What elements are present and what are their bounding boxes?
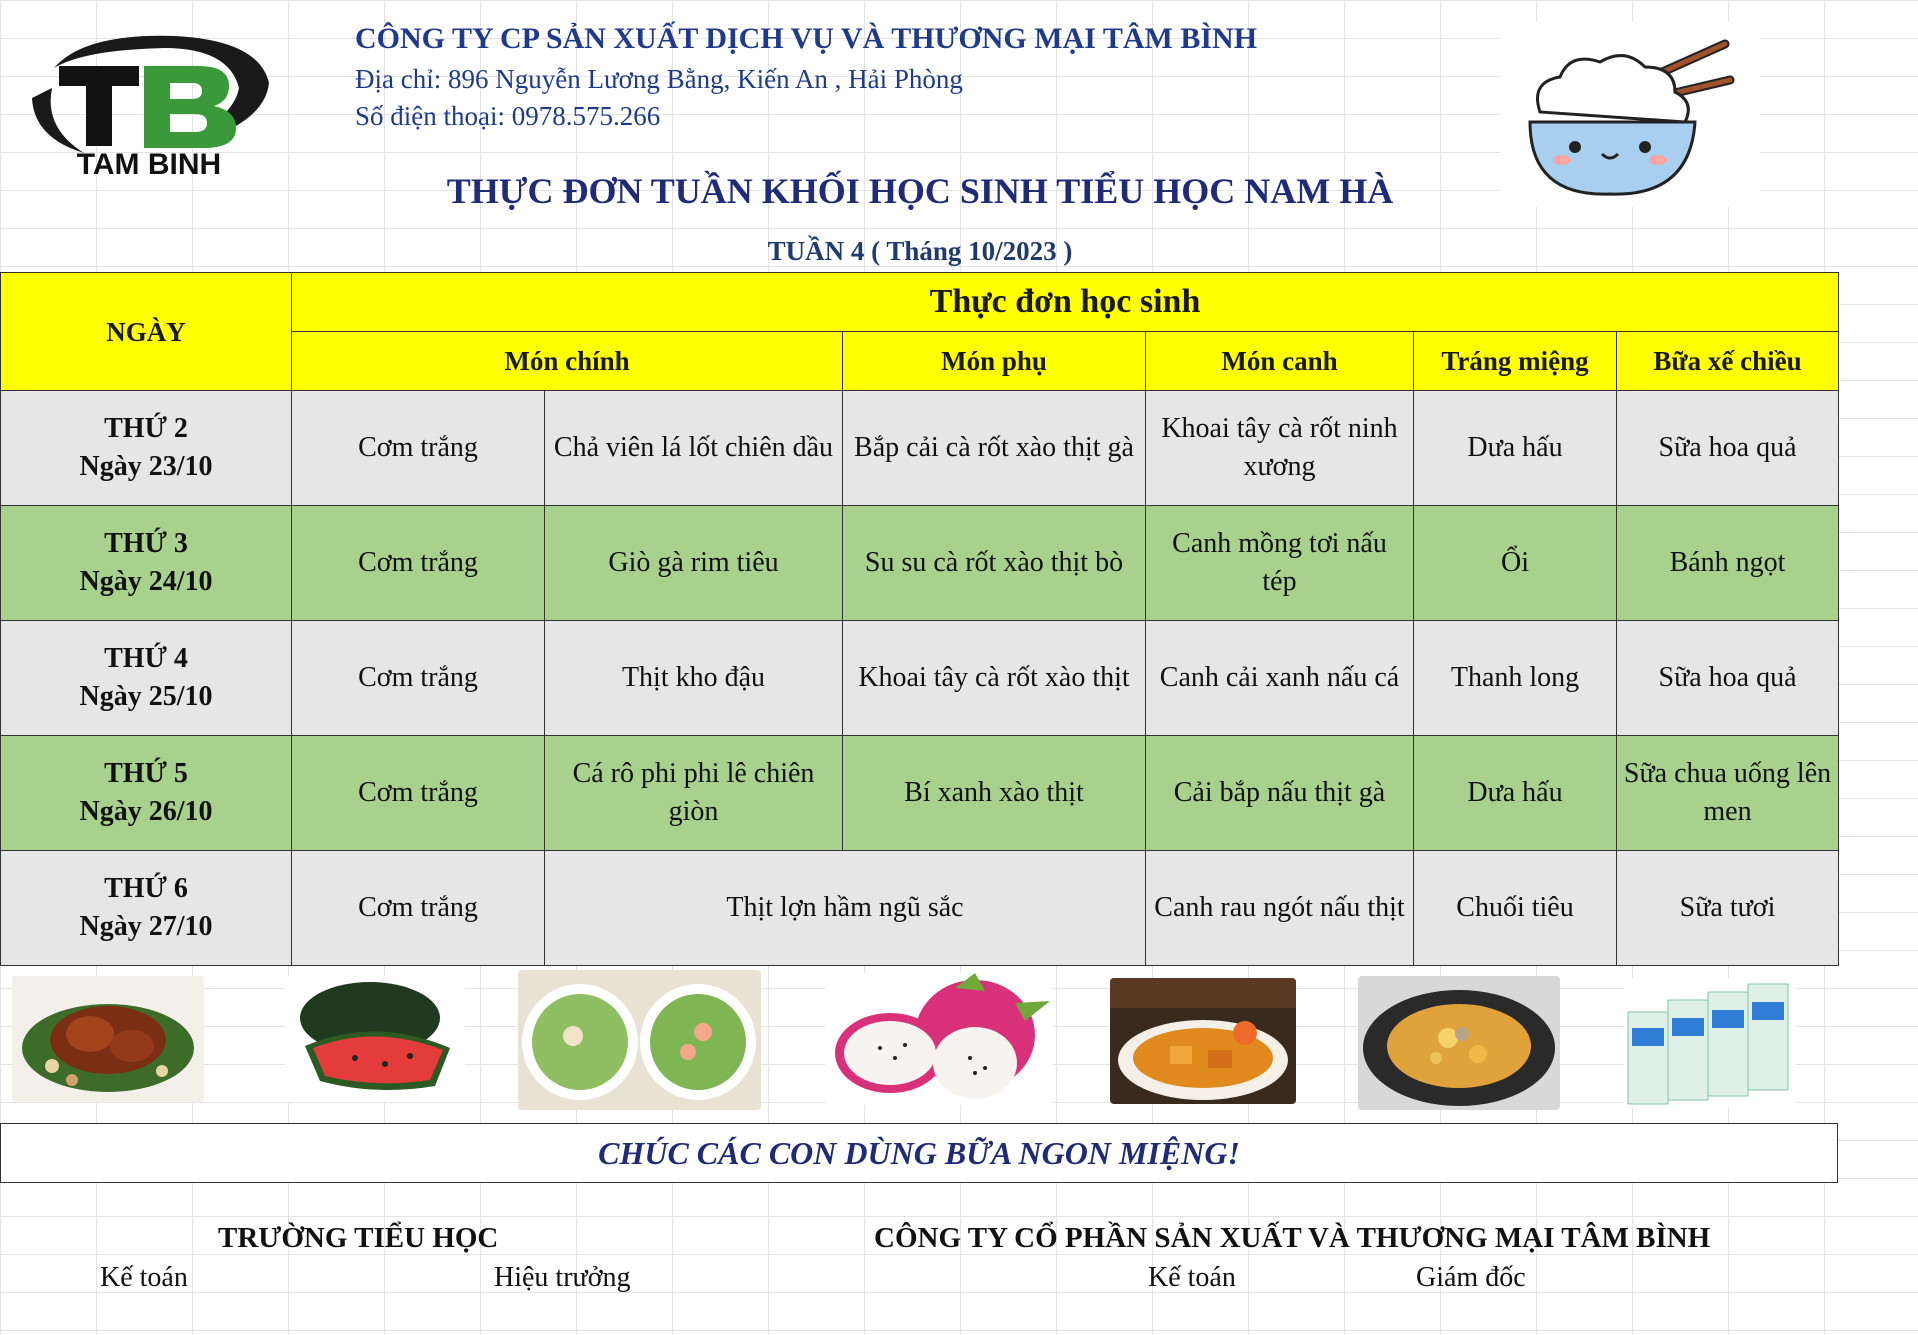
dessert-cell: Ổi: [1414, 506, 1617, 621]
pumpkin-soup-photo: [1358, 976, 1560, 1110]
side-dish-cell: Khoai tây cà rốt xào thịt: [843, 621, 1146, 736]
principal-label: Hiệu trưởng: [494, 1262, 631, 1293]
logo-text: TAM BINH: [76, 148, 222, 178]
rice-cell: Cơm trắng: [292, 506, 545, 621]
company-address: Địa chỉ: 896 Nguyễn Lương Bằng, Kiến An , Hải Phòng: [355, 64, 963, 94]
side-dish-cell: Bắp cải cà rốt xào thịt gà: [843, 391, 1146, 506]
dessert-cell: Chuối tiêu: [1414, 851, 1617, 966]
company-name: CÔNG TY CP SẢN XUẤT DỊCH VỤ VÀ THƯƠNG MẠI TÂM BÌNH: [355, 22, 1258, 55]
dessert-cell: Dưa hấu: [1414, 736, 1617, 851]
table-row: [1, 736, 1839, 851]
vegetable-soup-photo: [518, 970, 761, 1110]
day-cell: THỨ 2 Ngày 23/10: [1, 391, 292, 506]
wish-banner: CHÚC CÁC CON DÙNG BỮA NGON MIỆNG!: [0, 1123, 1838, 1183]
snack-cell: Sữa chua uống lên men: [1617, 736, 1839, 851]
school-accountant-label: Kế toán: [100, 1262, 188, 1293]
dessert-cell: Dưa hấu: [1414, 391, 1617, 506]
col-side-dish: Món phụ: [843, 332, 1146, 391]
tam-binh-logo: [24, 28, 274, 178]
day-header: NGÀY: [1, 273, 292, 391]
main-dish-cell: Giò gà rim tiêu: [545, 506, 843, 621]
menu-header: Thực đơn học sinh: [292, 273, 1839, 332]
soup-cell: Canh rau ngót nấu thịt: [1146, 851, 1414, 966]
milk-cartons-photo: [1624, 978, 1796, 1108]
soup-cell: Cải bắp nấu thịt gà: [1146, 736, 1414, 851]
braised-dish-photo: [1110, 978, 1296, 1104]
school-label: TRƯỜNG TIỂU HỌC: [218, 1222, 499, 1254]
dragon-fruit-photo: [825, 973, 1053, 1105]
day-cell: THỨ 4 Ngày 25/10: [1, 621, 292, 736]
day-cell: THỨ 5 Ngày 26/10: [1, 736, 292, 851]
day-cell: THỨ 6 Ngày 27/10: [1, 851, 292, 966]
table-row: [1, 621, 1839, 736]
soup-cell: Canh cải xanh nấu cá: [1146, 621, 1414, 736]
main-dish-cell: Cá rô phi phi lê chiên giòn: [545, 736, 843, 851]
company-accountant-label: Kế toán: [1148, 1262, 1236, 1293]
soup-cell: Canh mồng tơi nấu tép: [1146, 506, 1414, 621]
main-dish-cell: Chả viên lá lốt chiên dầu: [545, 391, 843, 506]
menu-title: THỰC ĐƠN TUẦN KHỐI HỌC SINH TIỂU HỌC NAM HÀ: [446, 171, 1394, 211]
table-row: [1, 851, 1839, 966]
col-dessert: Tráng miệng: [1414, 332, 1617, 391]
rice-cell: Cơm trắng: [292, 391, 545, 506]
side-dish-cell: Bí xanh xào thịt: [843, 736, 1146, 851]
food-photo-strip: [0, 968, 1840, 1118]
rice-cell: Cơm trắng: [292, 621, 545, 736]
snack-cell: Bánh ngọt: [1617, 506, 1839, 621]
braised-pork-photo: [12, 976, 204, 1102]
snack-cell: Sữa hoa quả: [1617, 621, 1839, 736]
soup-cell: Khoai tây cà rốt ninh xương: [1146, 391, 1414, 506]
col-afternoon-snack: Bữa xế chiều: [1617, 332, 1839, 391]
weekly-menu-table: [0, 272, 1839, 966]
watermelon-photo: [285, 976, 465, 1102]
week-label: TUẦN 4 ( Tháng 10/2023 ): [767, 236, 1073, 266]
dessert-cell: Thanh long: [1414, 621, 1617, 736]
snack-cell: Sữa hoa quả: [1617, 391, 1839, 506]
snack-cell: Sữa tươi: [1617, 851, 1839, 966]
col-main-dish: Món chính: [292, 332, 843, 391]
col-soup: Món canh: [1146, 332, 1414, 391]
company-signature-label: CÔNG TY CỔ PHẦN SẢN XUẤT VÀ THƯƠNG MẠI TÂM BÌNH: [874, 1222, 1711, 1254]
company-phone: Số điện thoại: 0978.575.266: [355, 101, 661, 131]
rice-cell: Cơm trắng: [292, 851, 545, 966]
table-row: [1, 506, 1839, 621]
director-label: Giám đốc: [1416, 1262, 1526, 1293]
side-dish-cell: Su su cà rốt xào thịt bò: [843, 506, 1146, 621]
rice-cell: Cơm trắng: [292, 736, 545, 851]
main-dish-cell: Thịt lợn hầm ngũ sắc: [545, 851, 1146, 966]
main-dish-cell: Thịt kho đậu: [545, 621, 843, 736]
day-cell: THỨ 3 Ngày 24/10: [1, 506, 292, 621]
table-row: [1, 391, 1839, 506]
